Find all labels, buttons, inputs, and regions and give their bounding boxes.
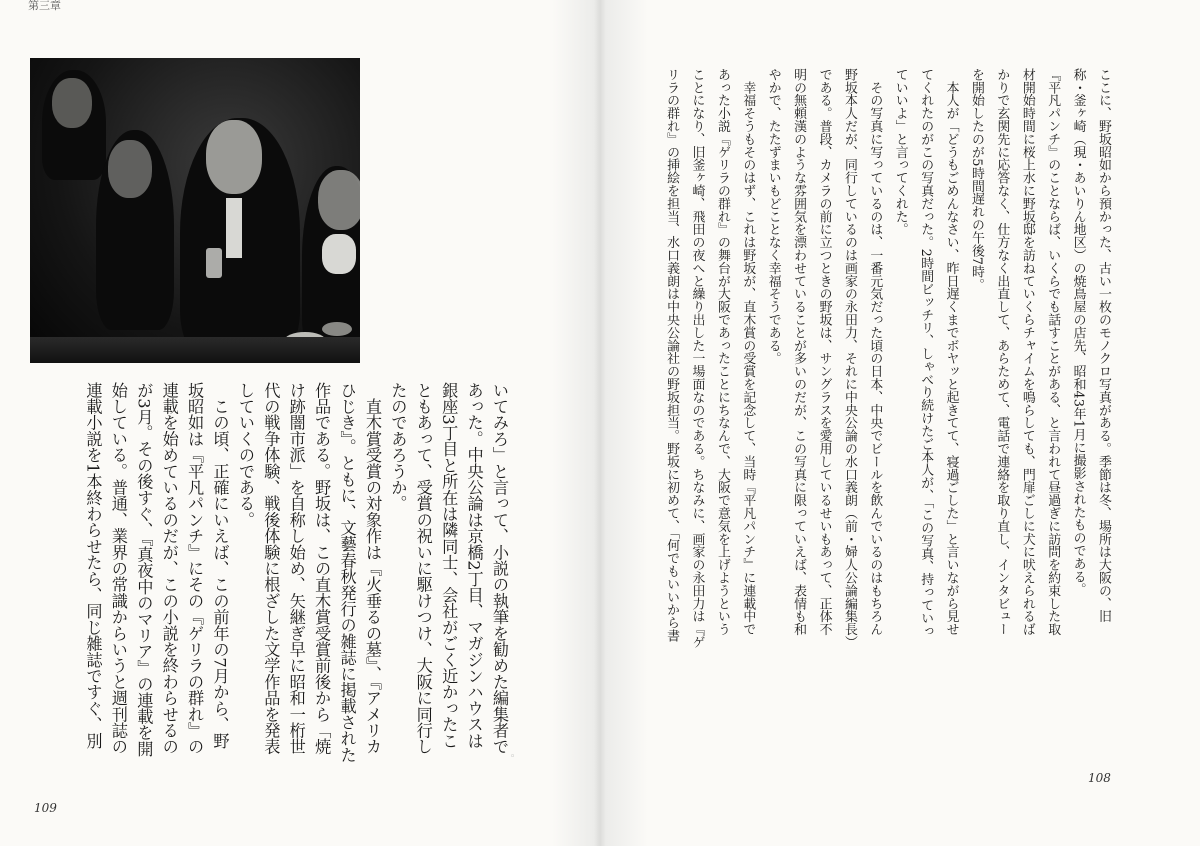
text-column: していくのである。 (235, 382, 255, 528)
text-column: 坂昭如は『平凡パンチ』にその『ゲリラの群れ』の (185, 382, 205, 755)
text-column: いてみろ」と言って、小説の執筆を勧めた編集者で (490, 382, 509, 755)
text-column: 連載を始めているのだが、この小説を終わらせるの (159, 382, 179, 755)
text-column: 明の無頼漢のような雰囲気を漂わせていることが多いのだが、この写真に限っていえば、表情も和 (791, 68, 807, 636)
text-column: 代の戦争体験、戦後体験に根ざした文学作品を発表 (261, 382, 281, 755)
text-column: 直木賞受賞の対象作は『火垂るの墓』、『アメリカ (362, 382, 382, 755)
page-number: 109 (34, 801, 57, 815)
text-column: ともあって、受賞の祝いに駆けつけ、大阪に同行し (413, 382, 433, 755)
photo-face-3 (206, 120, 262, 194)
text-column: 称・釜ヶ崎（現・あいりん地区）の焼鳥屋の店先、昭和43年1月に撮影されたものである。 (1070, 68, 1086, 596)
text-column: が3月。その後すぐ、『真夜中のマリア』の連載を開 (134, 382, 154, 757)
text-column: かりで玄関先に応答なく、仕方なく出直して、あらためて、電話で連絡を取り直し、インタビュー (994, 68, 1010, 636)
text-column: 作品である。野坂は、この直木賞受賞前後から「焼 (312, 382, 332, 755)
photo-scarf-4 (322, 234, 356, 274)
text-column: あった小説『ゲリラの群れ』の舞台が大阪であったことにちなんで、大阪で意気を上げようという (714, 68, 730, 636)
text-column: 『平凡パンチ』のことならば、いくらでも話すことがある、と言われて昼過ぎに訪問を約束した取 (1045, 68, 1061, 636)
text-column: 野坂本人だが、同行しているのは画家の永田力、それに中央公論の水口義朗（前・婦人公論編集長） (841, 68, 857, 649)
monochrome-photo (30, 58, 360, 363)
ornament-mark: ◦ (510, 752, 516, 762)
text-column: 本人が「どうもごめんなさい、昨日遅くまでボヤッと起きてて、寝過ごした」と言いながら見せ (943, 68, 959, 636)
text-column: 材開始時間に桜上水に野坂邸を訪ねていくらチャイムを鳴らしても、門扉ごしに犬に吠えられるば (1019, 68, 1035, 636)
text-column: その写真に写っているのは、一番元気だった頃の日本、中央でビールを飲んでいるのはもちろん (867, 68, 883, 636)
photo-table (30, 337, 360, 363)
text-column: やかで、たたずまいもどことなく幸福そうである。 (765, 68, 781, 365)
text-column: ここに、野坂昭如から預かった、古い一枚のモノクロ写真がある。季節は冬、場所は大阪の、旧 (1096, 68, 1111, 623)
right-page-body-text (658, 68, 1116, 658)
text-column: 始している。普通、業界の常識からいうと週刊誌の (108, 382, 128, 755)
running-head: 第三章 (28, 0, 61, 12)
text-column: ひじき』。ともに、文藝春秋発行の雑誌に掲載された (337, 382, 357, 763)
photo-shirt-3 (226, 198, 242, 258)
text-column: 連載小説を1本終わらせたら、同じ雑誌ですぐ、別 (83, 382, 103, 749)
photo-glass (206, 248, 222, 278)
photo-face-1 (52, 78, 92, 128)
photo-plate (322, 322, 352, 336)
text-column: ていいよ」と言ってくれた。 (892, 68, 908, 236)
photo-face-2 (108, 140, 152, 198)
left-page-body-text (28, 382, 512, 770)
text-column: け跡闇市派」を自称し始め、矢継ぎ早に昭和一桁世 (286, 382, 306, 755)
page-number: 108 (1088, 771, 1111, 785)
text-column: である。普段、カメラの前に立つときの野坂は、サングラスを愛用しているせいもあって、正体不 (816, 68, 832, 636)
text-column: ことになり、旧釜ヶ崎、飛田の夜へと繰り出した一場面なのである。ちなみに、画家の永田力は『ゲ (689, 68, 705, 649)
text-column: この頃、正確にいえば、この前年の7月から、野 (210, 382, 230, 749)
text-column: あった。中央公論は京橋2丁目、マガジンハウスは (464, 382, 484, 749)
text-column: を開始したのが5時間遅れの午後7時。 (968, 68, 984, 291)
text-column: てくれたのがこの写真だった。2時間ビッチリ、しゃべり続けたご本人が、「この写真、持っていっ (918, 68, 934, 638)
photo-face-4 (318, 170, 360, 230)
text-column: 銀座3丁目と所在は隣同士、会社がごく近かったこ (439, 382, 459, 749)
text-column: リラの群れ』の挿絵を担当、水口義朗は中央公論社の野坂担当。野坂に初めて、「何でもいいから書 (664, 68, 680, 643)
text-column: たのであろうか。 (388, 382, 408, 512)
text-column: 幸福そうもそのはず、これは野坂が、直木賞の受賞を記念して、当時『平凡パンチ』に連載中で (740, 68, 756, 636)
